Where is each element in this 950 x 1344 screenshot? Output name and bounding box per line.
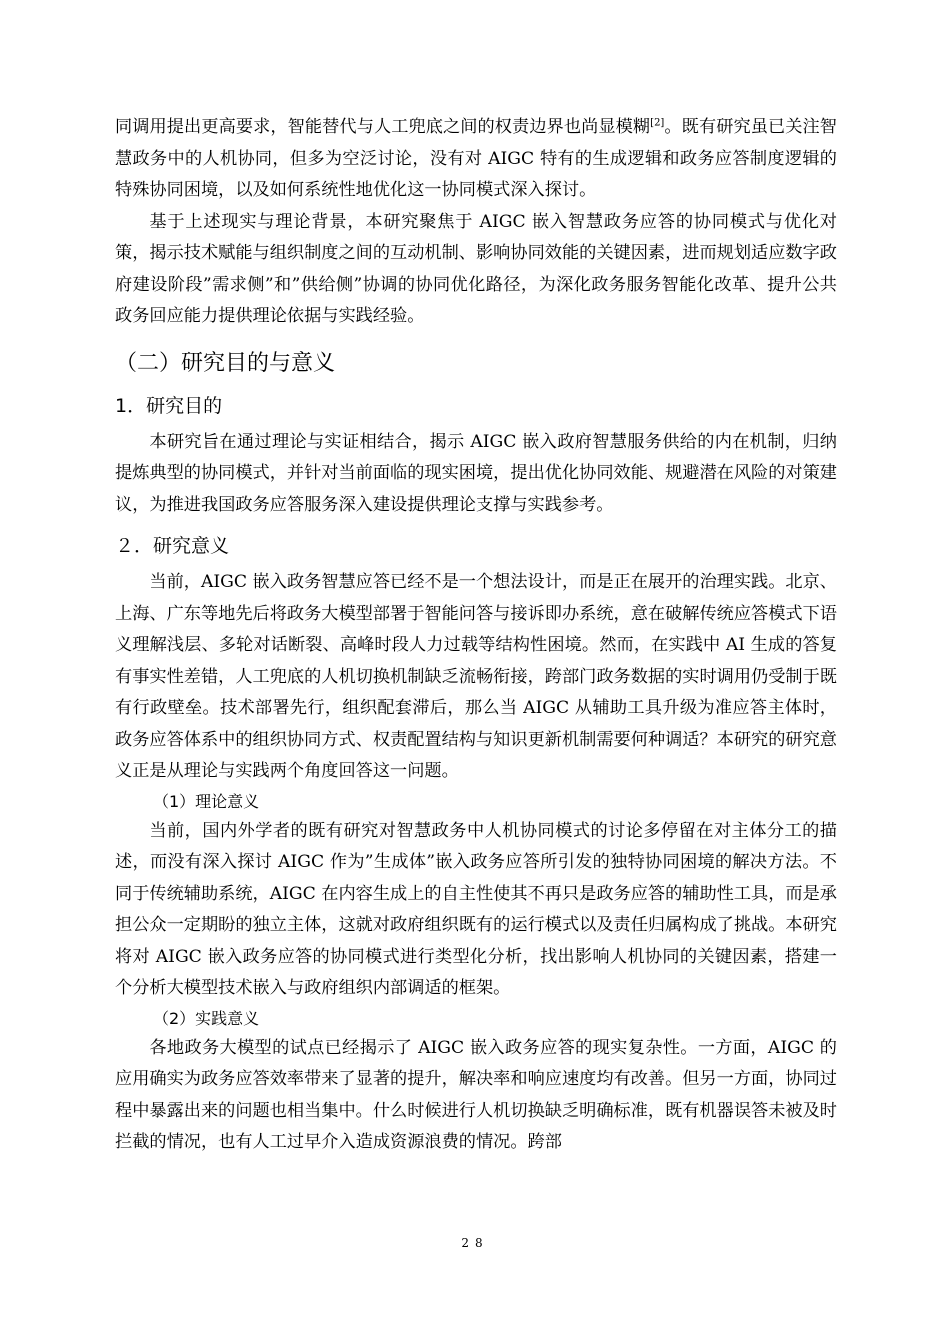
paragraph-practical: 各地政务大模型的试点已经揭示了 AIGC 嵌入政务应答的现实复杂性。一方面，AIGC 的应用确实为政务应答效率带来了显著的提升，解决率和响应速度均有改善。但另一方面，协同过程中暴露出来的问题也相当集中。什么时候进行人机切换缺乏明确标准，既有机器误答未被及时拦截的情况，也有人工过早介入造成资源浪费的情况。跨部 (115, 1037, 837, 1152)
subsection-heading-purpose: 1．研究目的 (115, 394, 223, 417)
page-number: 28 (461, 1236, 489, 1250)
document-body (115, 112, 837, 1159)
citation-ref: [2] (650, 117, 665, 129)
paragraph-purpose: 本研究旨在通过理论与实证相结合，揭示 AIGC 嵌入政府智慧服务供给的内在机制，归纳提炼典型的协同模式，并针对当前面临的现实困境，提出优化协同效能、规避潜在风险的对策建议，为推进我国政务应答服务深入建设提供理论支撑与实践参考。 (115, 431, 837, 515)
paragraph-continued-text-a: 同调用提出更高要求，智能替代与人工兜底之间的权责边界也尚显模糊 (115, 117, 651, 137)
heading-practical-significance: （2）实践意义 (153, 1008, 260, 1028)
paragraph-background: 基于上述现实与理论背景，本研究聚焦于 AIGC 嵌入智慧政务应答的协同模式与优化对策，揭示技术赋能与组织制度之间的互动机制、影响协同效能的关键因素，进而规划适应数字政府建设阶段”需求侧”和”供给侧”协调的协同优化路径，为深化政务服务智能化改革、提升公共政务回应能力提供理论依据与实践经验。 (115, 211, 837, 326)
subsection-heading-significance: ２．研究意义 (115, 535, 230, 557)
paragraph-theoretical: 当前，国内外学者的既有研究对智慧政务中人机协同模式的讨论多停留在对主体分工的描述，而没有深入探讨 AIGC 作为”生成体”嵌入政务应答所引发的独特协同困境的解决方法。不同于传统辅助系统，AIGC 在内容生成上的自主性使其不再只是政务应答的辅助性工具，而是承担公众一定期盼的独立主体，这就对政府组织既有的运行模式以及责任归属构成了挑战。本研究将对 AIGC 嵌入政务应答的协同模式进行类型化分析，找出影响人机协同的关键因素，搭建一个分析大模型技术嵌入与政府组织内部调适的框架。 (115, 820, 837, 998)
section-heading: （二）研究目的与意义 (115, 350, 336, 376)
paragraph-significance: 当前，AIGC 嵌入政务智慧应答已经不是一个想法设计，而是正在展开的治理实践。北京、上海、广东等地先后将政务大模型部署于智能问答与接诉即办系统，意在破解传统应答模式下语义理解浅层、多轮对话断裂、高峰时段人力过载等结构性困境。然而，在实践中 AI 生成的答复有事实性差错，人工兜底的人机切换机制缺乏流畅衔接，跨部门政务数据的实时调用仍受制于既有行政壁垒。技术部署先行，组织配套滞后，那么当 AIGC 从辅助工具升级为准应答主体时，政务应答体系中的组织协同方式、权责配置结构与知识更新机制需要何种调适？本研究的研究意义正是从理论与实践两个角度回答这一问题。 (115, 572, 837, 781)
heading-theoretical-significance: （1）理论意义 (153, 791, 260, 811)
paragraph-continued-text-b: 。既有研究虽已关注智慧政务中的人机协同，但多为空泛讨论，没有对 AIGC 特有的生成逻辑和政务应答制度逻辑的特殊协同困境，以及如何系统性地优化这一协同模式深入探讨。 (115, 117, 837, 200)
paragraph-continued (115, 112, 837, 207)
